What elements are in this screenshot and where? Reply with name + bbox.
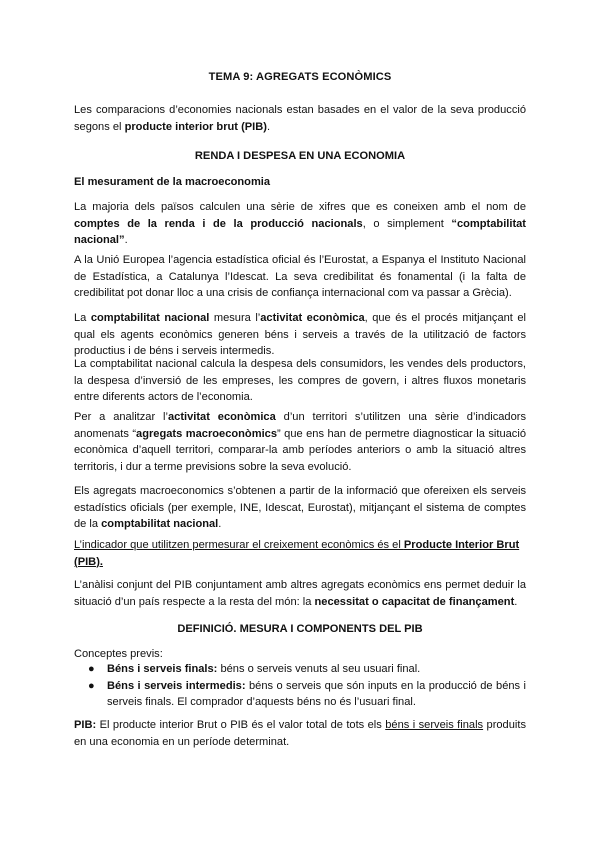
concepts-label: Conceptes previs:: [74, 648, 163, 660]
section-title-renda: RENDA I DESPESA EN UNA ECONOMIA: [194, 150, 406, 162]
paragraph-agregats: [74, 409, 526, 475]
p5-text: Per a analitzar l’: [74, 411, 168, 423]
bullet-bold-finals: Béns i serveis finals:: [107, 663, 218, 675]
list-item: [74, 678, 526, 711]
p5-bold-agregats: agregats macroeconòmics: [136, 427, 277, 440]
p3-bold-comptabilitat: comptabilitat nacional: [90, 312, 210, 324]
p5-bold-activitat: activitat econòmica: [167, 411, 276, 423]
paragraph-comptabilitat-nacional: [74, 310, 526, 360]
pib-def-text: El producte interior Brut o PIB és el valor total de tots els: [96, 719, 386, 731]
bullet-bold-intermedis: Béns i serveis intermedis:: [107, 679, 246, 692]
p5-text-2: d’un territori s’utilitzen una sèrie d’indicadors anomenats “: [74, 411, 526, 440]
p1-text: La majoria dels països calculen una sèrie de xifres que es coneixen amb el nom de: [74, 201, 526, 213]
intro-text-end: .: [266, 120, 271, 133]
paragraph-serveis-estadistics: [74, 483, 526, 533]
intro-bold-term: producte interior brut (PIB): [124, 120, 267, 133]
intro-text: Les comparacions d’economies nacionals estan basades en el valor de la seva producció segons el: [74, 104, 526, 133]
paragraph-agencies: A la Unió Europea l’agencia estadística oficial és l’Eurostat, a Espanya el Instituto Nacional de Estadística, a Catalunya l’Idescat. La seva credibilitat és fonamental (i la falta de credibilitat pot donar lloc a una crisis de confiança internacional com va passar a Grècia).: [74, 254, 526, 300]
bullet-text-finals: béns o serveis venuts al seu usuari final.: [217, 663, 421, 675]
p1-bold-comptabilitat: “comptabilitat nacional”: [74, 217, 527, 247]
pib-def-text-end: produits en una economia en un període determinat.: [74, 719, 526, 748]
bullet-icon: ●: [88, 679, 95, 692]
list-item: [74, 661, 526, 678]
pib-def-underlined: béns i serveis finals: [385, 719, 484, 731]
p3-text: La: [74, 312, 91, 324]
concepts-list: [74, 661, 526, 711]
p8-text: L’anàlisi conjunt del PIB conjuntament amb altres agregats econòmics ens permet deduir la situació d’un país respecte a la resta del món: la: [74, 579, 526, 608]
bullet-icon: ●: [88, 663, 95, 675]
p3-text-2: mesura l’: [209, 312, 261, 324]
p6-text-end: .: [218, 518, 222, 531]
paragraph-comptes: [74, 199, 526, 249]
p6-text: Els agregats macroeconomics s’obtenen a partir de la informació que ofereixen els serveis estadístics oficials (per exemple, INE, Idescat, Eurostat), mitjançant el sistema de comptes de la: [74, 485, 526, 531]
paragraph-indicador-pib: [74, 537, 526, 570]
intro-paragraph: [74, 102, 526, 135]
paragraph-despesa: La comptabilitat nacional calcula la despesa dels consumidors, les vendes dels productors, la despesa d’inversió de les empreses, les compres de govern, i altres fluxos monetaris entre diferents actors de l’economia.: [74, 358, 526, 404]
p7-underlined-text: L’indicador que utilitzen permesurar el creixement econòmics és el: [74, 539, 404, 551]
paragraph-analisi-pib: [74, 577, 526, 610]
p1-text-2: , o simplement: [362, 217, 452, 230]
p3-bold-activitat: activitat econòmica: [260, 312, 365, 324]
p7-bold-pib: Producte Interior Brut (PIB).: [74, 539, 520, 568]
paragraph-pib-definition: [74, 717, 526, 750]
subsection-title-mesurament: El mesurament de la macroeconomia: [74, 176, 271, 188]
p1-text-end: .: [124, 234, 128, 247]
p6-bold-comptabilitat: comptabilitat nacional: [101, 518, 219, 531]
p3-text-end: , que és el procés mitjançant el qual els agents econòmics generen béns i serveis a través de la utilització de factors productius i de béns i serveis intermedis.: [74, 312, 526, 358]
pib-label: PIB:: [74, 719, 97, 731]
bullet-text-intermedis: béns o serveis que són inputs en la producció de béns i serveis finals. El comprador d’aquests béns no és l’usuari final.: [107, 679, 526, 709]
section-title-definicio: DEFINICIÓ. MESURA I COMPONENTS DEL PIB: [177, 623, 423, 635]
p1-bold-comptes: comptes de la renda i de la producció nacionals: [74, 217, 363, 230]
p8-bold-necessitat: necessitat o capacitat de finançament: [314, 595, 515, 608]
p5-text-end: ” que ens han de permetre diagnosticar la situació econòmica d’aquell territori, comparar-la amb períodes anteriors o amb la situació altres territoris, i dur a terme previsions sobre la seva evolució.: [74, 427, 526, 473]
p8-text-end: .: [514, 595, 518, 608]
document-title: TEMA 9: AGREGATS ECONÒMICS: [208, 71, 392, 83]
